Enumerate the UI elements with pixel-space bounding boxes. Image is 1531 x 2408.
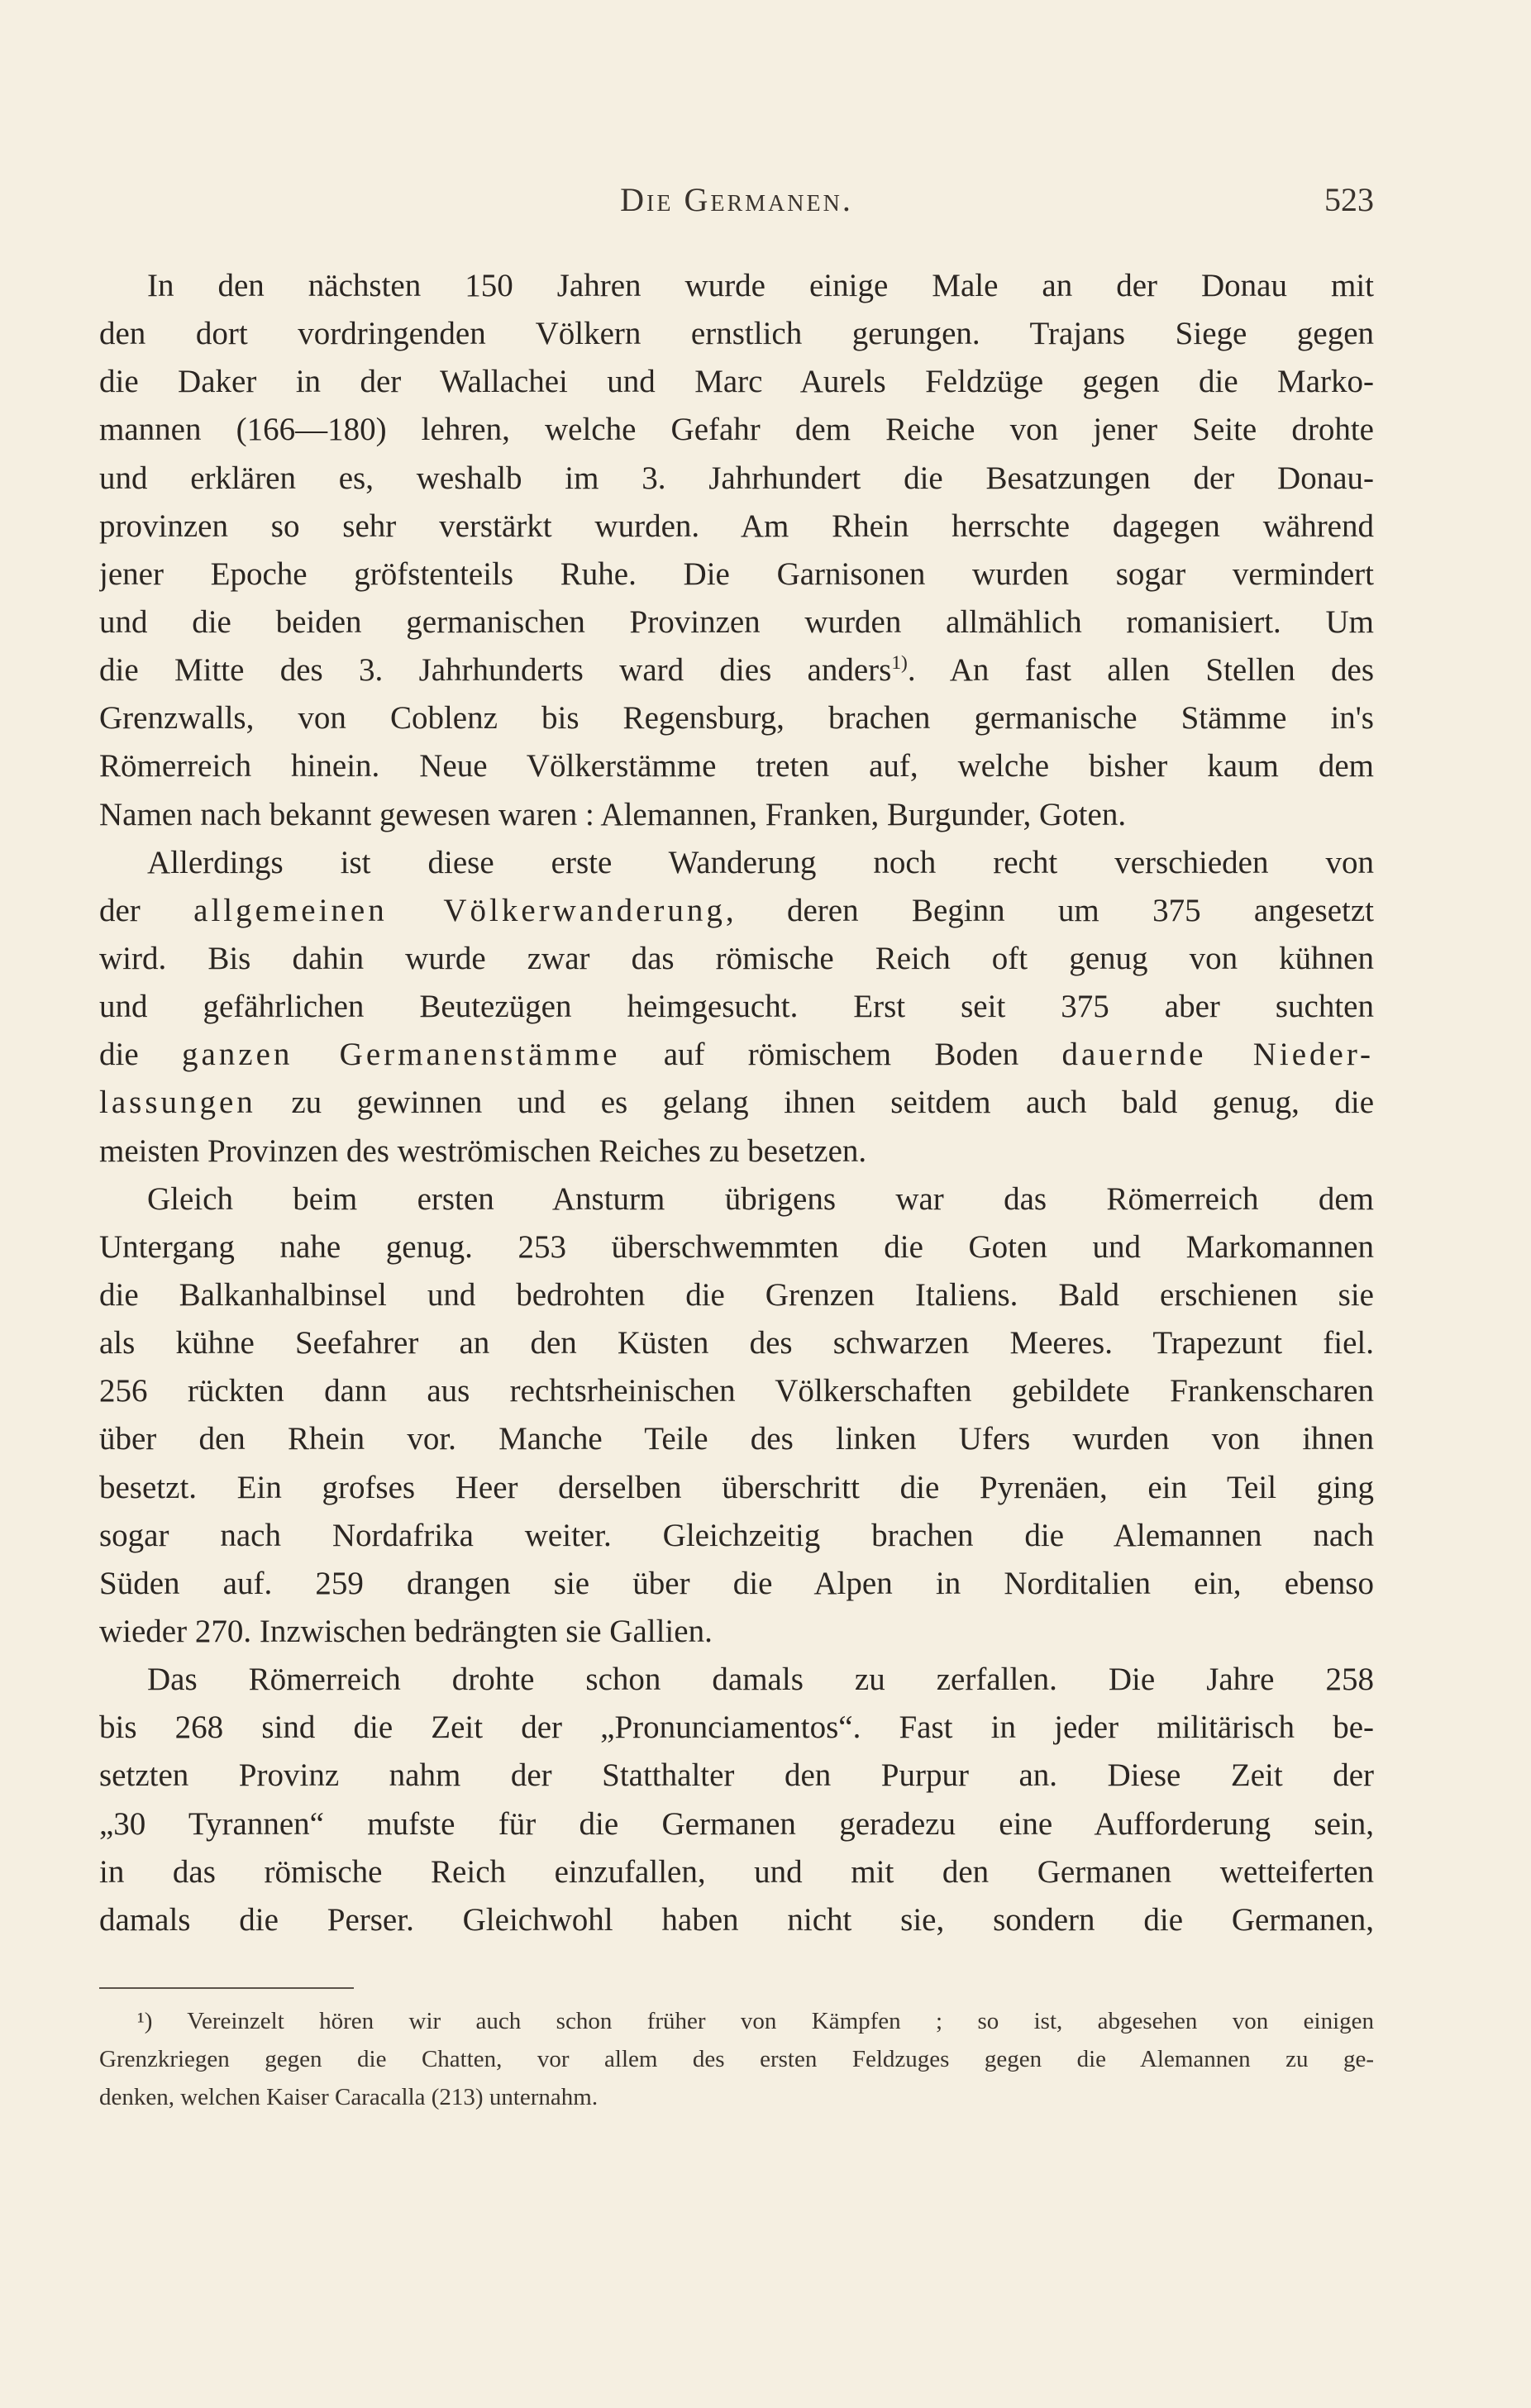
- text-line: besetzt. Ein grofses Heer derselben überschritt die Pyrenäen, ein Teil ging: [99, 1469, 1374, 1505]
- text-line: Grenzwalls, von Coblenz bis Regensburg, brachen germanische Stämme in's: [99, 700, 1374, 737]
- text-segment: der: [99, 892, 141, 928]
- page-number: 523: [1324, 181, 1374, 218]
- text-line: in das römische Reich einzufallen, und mit den Germanen wetteiferten: [99, 1853, 1374, 1890]
- text-line: Allerdings ist diese erste Wanderung noch recht verschieden von: [147, 844, 1374, 880]
- text-line-with-footnote-ref: [99, 646, 1374, 694]
- text-segment: , deren Beginn um 375 angesetzt: [725, 892, 1374, 928]
- text-line: 256 rückten dann aus rechtsrheinischen Völkerschaften gebildete Frankenscharen: [99, 1373, 1374, 1409]
- text-line: und gefährlichen Beutezügen heimgesucht. Erst seit 375 aber suchten: [99, 989, 1374, 1025]
- text-line: als kühne Seefahrer an den Küsten des schwarzen Meeres. Trapezunt fiel.: [99, 1325, 1374, 1361]
- body-text: [99, 262, 1374, 1944]
- text-line: Das Römerreich drohte schon damals zu zerfallen. Die Jahre 258: [147, 1662, 1374, 1698]
- text-line: die Daker in der Wallachei und Marc Aurels Feldzüge gegen die Marko-: [99, 364, 1374, 400]
- text-line: den dort vordringenden Völkern ernstlich gerungen. Trajans Siege gegen: [99, 316, 1374, 352]
- footnote: [99, 2002, 1374, 2116]
- text-segment: die Mitte des 3. Jahrhunderts ward dies anders: [99, 652, 892, 689]
- text-line: Römerreich hinein. Neue Völkerstämme treten auf, welche bisher kaum dem: [99, 748, 1374, 784]
- text-segment: die: [99, 1037, 139, 1073]
- text-line: Gleich beim ersten Ansturm übrigens war das Römerreich dem: [147, 1180, 1374, 1217]
- footnote-divider: [99, 1987, 354, 1989]
- text-line: Süden auf. 259 drangen sie über die Alpen in Norditalien ein, ebenso: [99, 1565, 1374, 1601]
- text-line: Namen nach bekannt gewesen waren : Alemannen, Franken, Burgunder, Goten.: [99, 796, 1127, 832]
- footnote-text: Vereinzelt hören wir auch schon früher von Kämpfen ; so ist, abgesehen von einigen: [187, 2008, 1374, 2034]
- text-line: provinzen so sehr verstärkt wurden. Am Rhein herrschte dagegen während: [99, 508, 1374, 544]
- text-line: „30 Tyrannen“ mufste für die Germanen geradezu eine Aufforderung sein,: [99, 1805, 1374, 1842]
- text-line: die Balkanhalbinsel und bedrohten die Grenzen Italiens. Bald erschienen sie: [99, 1276, 1374, 1313]
- footnote-line: Grenzkriegen gegen die Chatten, vor allem des ersten Feldzuges gegen die Alemannen zu ge-: [99, 2046, 1374, 2072]
- text-segment: . An fast allen Stellen des: [907, 652, 1374, 689]
- running-title: Die Germanen.: [620, 181, 853, 218]
- running-head: [99, 180, 1374, 230]
- text-line: damals die Perser. Gleichwohl haben nicht sie, sondern die Germanen,: [99, 1901, 1374, 1938]
- footnote-marker: ¹): [137, 2008, 153, 2034]
- footnote-line: [99, 2002, 1374, 2040]
- text-line: [99, 1031, 1374, 1079]
- spaced-emphasis: dauernde Nieder-: [1061, 1037, 1374, 1073]
- text-line: setzten Provinz nahm der Statthalter den Purpur an. Diese Zeit der: [99, 1757, 1374, 1794]
- text-line: über den Rhein vor. Manche Teile des linken Ufers wurden von ihnen: [99, 1421, 1374, 1457]
- footnote-reference: 1): [891, 652, 908, 675]
- text-line: jener Epoche gröfstenteils Ruhe. Die Garnisonen wurden sogar vermindert: [99, 556, 1374, 592]
- text-line: wird. Bis dahin wurde zwar das römische Reich oft genug von kühnen: [99, 940, 1374, 976]
- text-line: und die beiden germanischen Provinzen wurden allmählich romanisiert. Um: [99, 603, 1374, 640]
- text-line: sogar nach Nordafrika weiter. Gleichzeitig brachen die Alemannen nach: [99, 1517, 1374, 1553]
- text-segment: auf römischem Boden: [663, 1037, 1019, 1073]
- spaced-emphasis: lassungen: [99, 1085, 256, 1121]
- text-line: und erklären es, weshalb im 3. Jahrhundert die Besatzungen der Donau-: [99, 460, 1374, 496]
- spaced-emphasis: ganzen Germanenstämme: [181, 1037, 621, 1073]
- text-line: bis 268 sind die Zeit der „Pronunciamentos“. Fast in jeder militärisch be-: [99, 1709, 1374, 1746]
- text-line: In den nächsten 150 Jahren wurde einige Male an der Donau mit: [147, 268, 1374, 303]
- text-line: wieder 270. Inzwischen bedrängten sie Gallien.: [99, 1613, 713, 1649]
- text-line: meisten Provinzen des weströmischen Reiches zu besetzen.: [99, 1132, 867, 1169]
- footnote-line: denken, welchen Kaiser Caracalla (213) unternahm.: [99, 2084, 599, 2110]
- text-line: Untergang nahe genug. 253 überschwemmten die Goten und Markomannen: [99, 1228, 1374, 1265]
- text-segment: zu gewinnen und es gelang ihnen seitdem auch bald genug, die: [291, 1085, 1374, 1121]
- spaced-emphasis: allgemeinen Völkerwanderung: [193, 892, 726, 928]
- text-line: mannen (166—180) lehren, welche Gefahr dem Reiche von jener Seite drohte: [99, 412, 1374, 448]
- text-line: [99, 1079, 1374, 1127]
- text-line: [99, 887, 1374, 935]
